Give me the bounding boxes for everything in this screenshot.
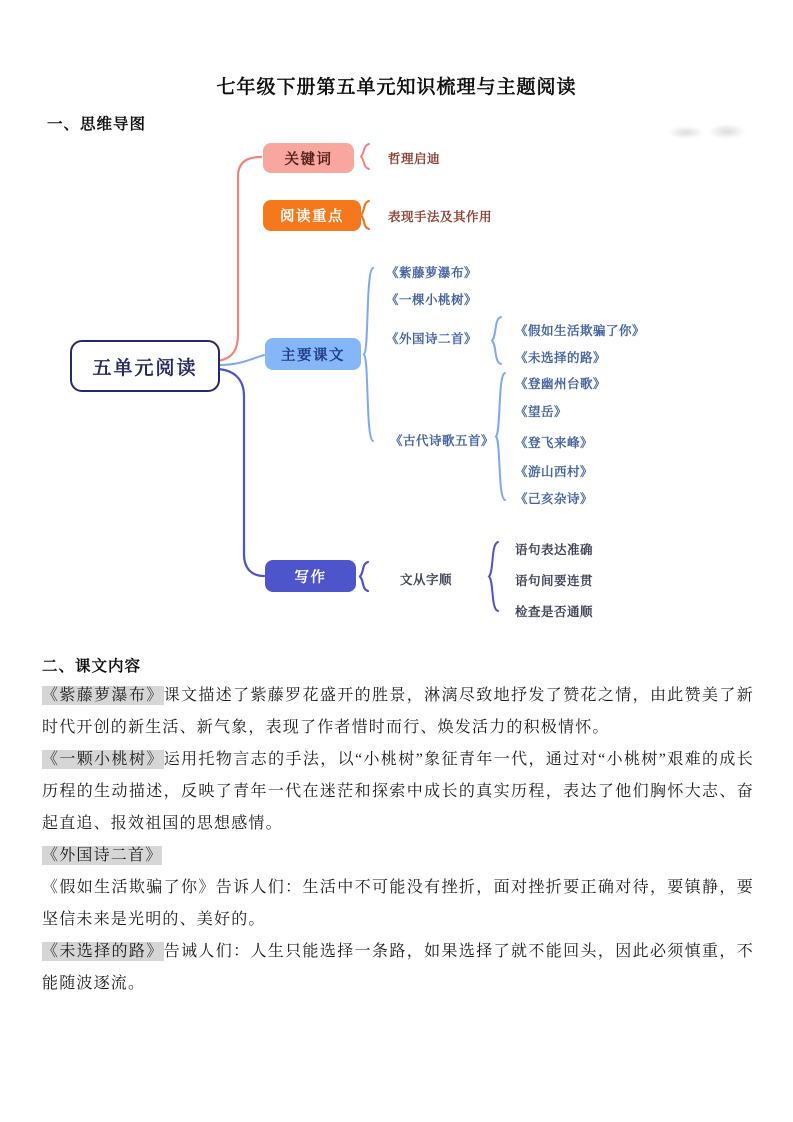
keywords-detail: 哲理启迪 <box>388 152 441 166</box>
text-title-highlight: 《外国诗二首》 <box>42 847 163 864</box>
mindmap-root-node <box>70 340 220 392</box>
paragraph-text: 课文描述了紫藤罗花盛开的胜景，淋漓尽致地抒发了赞花之情，由此赞美了新时代开创的新生活、新气象，表现了作者惜时而行、焕发活力的积极情怀。 <box>42 687 754 736</box>
ancient-poem-item: 《登飞来峰》 <box>515 436 594 450</box>
writing-tip-item: 语句间要连贯 <box>515 574 594 588</box>
paragraph-text: 告诫人们：人生只能选择一条路，如果选择了就不能回头，因此必须慎重，不能随波逐流。 <box>42 943 754 992</box>
paragraph-text: 运用托物言志的手法，以“小桃树”象征青年一代，通过对“小桃树”艰难的成长历程的生动描述，反映了青年一代在迷茫和探索中成长的真实历程，表达了他们胸怀大志、奋起直追、报效祖国的思想感情。 <box>42 751 754 832</box>
ancient-poem-item: 《己亥杂诗》 <box>515 492 594 506</box>
paragraph-ziteng <box>42 680 754 744</box>
text-title-highlight: 《未选择的路》 <box>42 943 164 960</box>
text-title-highlight: 《紫藤萝瀑布》 <box>42 687 164 704</box>
text-title-highlight: 《一颗小桃树》 <box>42 751 164 768</box>
curly-brace <box>360 562 368 591</box>
curly-brace <box>492 317 501 364</box>
curly-brace <box>364 268 373 441</box>
reading-focus-node <box>263 200 361 231</box>
course-content-body <box>42 680 754 1000</box>
writing-node <box>265 560 356 592</box>
curly-brace <box>361 144 369 169</box>
main-texts-node <box>265 338 361 370</box>
paragraph-waiguoshi <box>42 840 754 872</box>
reading-focus-detail: 表现手法及其作用 <box>388 210 493 224</box>
ancient-poem-item: 《登幽州台歌》 <box>515 377 607 391</box>
writing-tip-item: 检查是否通顺 <box>515 605 594 619</box>
curly-brace <box>361 201 369 229</box>
course-title: 《外国诗二首》 <box>386 332 478 346</box>
paragraph-weixuanze <box>42 936 754 1000</box>
course-title: 《古代诗歌五首》 <box>390 434 495 448</box>
smudge-artifact <box>708 124 746 139</box>
mindmap-root-label: 五单元阅读 <box>92 357 198 379</box>
connector-writing-branch <box>217 369 264 576</box>
keywords-label: 关键词 <box>284 151 333 168</box>
text-title: 《假如生活欺骗了你》 <box>42 879 216 896</box>
course-title: 《一棵小桃树》 <box>386 293 478 307</box>
connector-main-texts-branch <box>219 355 264 365</box>
reading-focus-label: 阅读重点 <box>280 209 344 225</box>
ancient-poem-item: 《望岳》 <box>515 405 568 419</box>
section-heading-mindmap: 一、思维导图 <box>47 116 147 133</box>
course-title: 《紫藤萝瀑布》 <box>386 266 478 280</box>
paragraph-text: 告诉人们：生活中不可能没有挫折，面对挫折要正确对待，要镇静，要坚信未来是光明的、美好的。 <box>42 879 754 928</box>
writing-label: 写作 <box>294 569 327 586</box>
connector-keywords-branch <box>217 157 261 361</box>
section-heading-content: 二、课文内容 <box>42 658 142 675</box>
paragraph-jiaru <box>42 872 754 936</box>
ancient-poem-item: 《游山西村》 <box>515 465 594 479</box>
writing-detail: 文从字顺 <box>400 573 453 587</box>
page-title: 七年级下册第五单元知识梳理与主题阅读 <box>216 77 577 98</box>
writing-tip-item: 语句表达准确 <box>515 543 594 557</box>
smudge-artifact <box>668 126 704 139</box>
keywords-node <box>263 143 354 173</box>
foreign-poem-item: 《假如生活欺骗了你》 <box>515 324 646 338</box>
main-texts-label: 主要课文 <box>281 347 345 364</box>
curly-brace <box>496 373 505 500</box>
paragraph-taoshu <box>42 744 754 840</box>
curly-brace <box>489 542 498 611</box>
foreign-poem-item: 《未选择的路》 <box>515 351 607 365</box>
